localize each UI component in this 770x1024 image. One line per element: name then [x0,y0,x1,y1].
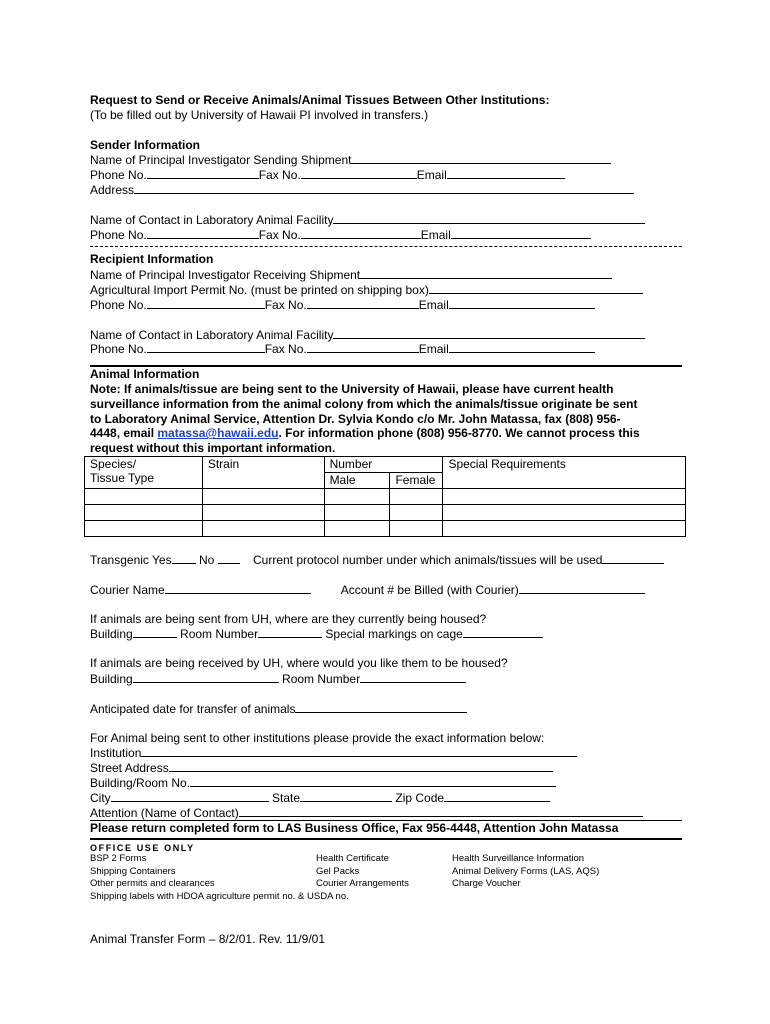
sender-fax-label: Fax No. [258,168,301,183]
office-item: Health Surveillance Information [452,853,585,865]
sender-contact-fax-label: Fax No. [258,227,301,242]
state-label: State [272,790,301,805]
building-room-label: Building/Room No. [90,775,191,790]
animal-note-line-2: surveillance information from the animal colony from which the animals/tissue originate be sent [90,396,638,411]
transgenic-no-label: No [198,552,215,567]
from-building-label: Building [90,627,133,642]
animal-note-line-1: Note: If animals/tissue are being sent to the University of Hawaii, please have current health [90,381,614,396]
email-link[interactable]: matassa@hawaii.edu [157,426,279,441]
form-footer: Animal Transfer Form – 8/2/01. Rev. 11/9/01 [90,932,325,947]
sender-contact-email-label: Email [420,227,451,242]
animal-note-line-4a: 4448, email [90,426,158,441]
sender-contact-label: Name of Contact in Laboratory Animal Facility [90,212,334,227]
transfer-date-label: Anticipated date for transfer of animals [90,701,296,716]
sender-phone-label: Phone No. [90,168,147,183]
recipient-email-field[interactable] [449,297,595,309]
animal-note-line-3: to Laboratory Animal Service, Attention Dr. Sylvia Kondo c/o Mr. John Matassa, fax (808) 956- [90,411,621,426]
protocol-label: Current protocol number under which animals/tissues will be used [252,552,603,567]
office-item: BSP 2 Forms [90,853,147,865]
section-divider [90,246,682,247]
zip-label: Zip Code [395,790,445,805]
animal-note-line-4b: . For information phone (808) 956-8770. We cannot process this [278,426,640,441]
table-row[interactable] [85,488,686,504]
courier-field[interactable] [165,582,311,594]
office-item: Shipping Containers [90,865,176,877]
sender-fax-field[interactable] [301,167,417,179]
from-room-field[interactable] [258,626,322,638]
office-item: Courier Arrangements [316,878,409,890]
office-item: Shipping labels with HDOA agriculture permit no. & USDA no. [90,890,349,902]
markings-field[interactable] [463,626,543,638]
sender-contact-email-field[interactable] [451,227,591,239]
male-header: Male [324,472,390,488]
recipient-email-label: Email [418,297,449,312]
transgenic-yes-field[interactable] [172,552,196,564]
recipient-contact-fax-label: Fax No. [264,342,307,357]
office-use-heading: OFFICE USE ONLY [90,843,195,854]
sender-contact-field[interactable] [333,212,645,224]
table-row[interactable] [85,520,686,536]
sender-contact-phone-field[interactable] [147,227,259,239]
protocol-field[interactable] [602,552,664,564]
to-building-field[interactable] [133,671,279,683]
attention-field[interactable] [239,805,643,817]
animal-transfer-form [90,93,682,947]
recipient-fax-field[interactable] [307,297,419,309]
institution-label: Institution [90,746,142,761]
recipient-phone-label: Phone No. [90,297,147,312]
transgenic-no-field[interactable] [218,552,240,564]
form-title: Request to Send or Receive Animals/Animal Tissues Between Other Institutions: [90,93,550,107]
female-header: Female [390,472,443,488]
markings-label: Special markings on cage [325,627,463,642]
recipient-permit-field[interactable] [429,282,643,294]
sender-email-label: Email [416,168,447,183]
transfer-date-field[interactable] [295,701,467,713]
recipient-contact-email-label: Email [418,342,449,357]
species-header: Species/ Tissue Type [85,456,203,488]
zip-field[interactable] [444,790,550,802]
sender-pi-field[interactable] [351,152,611,164]
recipient-pi-field[interactable] [360,267,612,279]
building-room-field[interactable] [190,775,556,787]
office-item: Gel Packs [316,865,360,877]
to-room-label: Room Number [282,671,361,686]
form-subtitle: (To be filled out by University of Hawaii PI involved in transfers.) [90,107,429,122]
courier-label: Courier Name [90,582,165,597]
city-label: City [90,790,111,805]
return-note: Please return completed form to LAS Business Office, Fax 956-4448, Attention John Matassa [90,821,619,836]
sender-pi-label: Name of Principal Investigator Sending Shipment [90,153,352,168]
sender-heading: Sender Information [90,137,201,152]
recipient-contact-email-field[interactable] [449,341,595,353]
street-label: Street Address [90,761,169,776]
attention-label: Attention (Name of Contact) [90,805,239,820]
sender-address-field[interactable] [134,182,634,194]
recipient-fax-label: Fax No. [264,297,307,312]
animal-note-line-5: request without this important information. [90,441,336,456]
office-item: Other permits and clearances [90,878,215,890]
recipient-contact-label: Name of Contact in Laboratory Animal Facility [90,327,334,342]
recipient-phone-field[interactable] [147,297,265,309]
to-building-label: Building [90,671,133,686]
sender-phone-field[interactable] [147,167,259,179]
from-building-field[interactable] [133,626,177,638]
account-label: Account # be Billed (with Courier) [340,582,519,597]
state-field[interactable] [300,790,392,802]
office-item: Animal Delivery Forms (LAS, AQS) [452,865,600,877]
recipient-contact-fax-field[interactable] [307,341,419,353]
city-field[interactable] [111,790,269,802]
table-row[interactable] [85,504,686,520]
sender-address-label: Address [90,182,135,197]
to-uh-question: If animals are being received by UH, where would you like them to be housed? [90,656,508,671]
office-item: Health Certificate [316,853,389,865]
recipient-contact-field[interactable] [333,327,645,339]
animal-table [84,456,686,537]
animal-heading: Animal Information [90,367,200,382]
from-room-label: Room Number [180,627,259,642]
sender-contact-phone-label: Phone No. [90,227,147,242]
sender-email-field[interactable] [447,167,565,179]
transgenic-label: Transgenic Yes [90,552,172,567]
office-use-block [90,853,682,903]
recipient-permit-label: Agricultural Import Permit No. (must be printed on shipping box) [90,282,429,297]
strain-header: Strain [202,456,324,488]
office-item: Charge Voucher [452,878,521,890]
special-requirements-header: Special Requirements [443,456,686,488]
from-uh-question: If animals are being sent from UH, where are they currently being housed? [90,611,487,626]
recipient-contact-phone-label: Phone No. [90,342,147,357]
to-room-field[interactable] [360,671,466,683]
recipient-contact-phone-field[interactable] [147,341,265,353]
recipient-pi-label: Name of Principal Investigator Receiving Shipment [90,268,361,283]
institution-field[interactable] [141,745,577,757]
recipient-heading: Recipient Information [90,252,214,267]
street-field[interactable] [169,760,553,772]
account-field[interactable] [519,582,645,594]
other-institution-question: For Animal being sent to other institutions please provide the exact information below: [90,730,545,745]
sender-contact-fax-field[interactable] [301,227,421,239]
number-header: Number [324,456,443,472]
